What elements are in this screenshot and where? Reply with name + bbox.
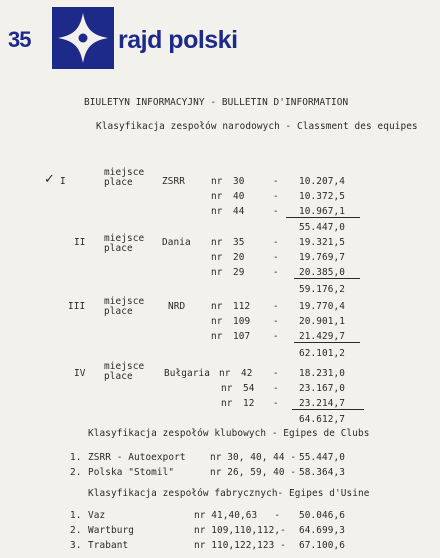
time: 19.321,5 xyxy=(299,237,345,248)
club-numbers: nr 30, 40, 44 - xyxy=(210,452,297,463)
factory-total: 50.046,6 xyxy=(299,510,345,521)
car-number: 112 xyxy=(233,301,251,312)
nr-label: nr xyxy=(211,331,223,342)
sum-underline xyxy=(294,342,360,343)
factory-total: 64.699,3 xyxy=(299,525,345,536)
factory-position: 3. xyxy=(70,540,82,551)
time: 23.167,0 xyxy=(299,383,345,394)
logo-number: 35 xyxy=(8,27,31,52)
rank: III xyxy=(68,301,86,312)
nr-label: nr xyxy=(221,398,233,409)
dash: - xyxy=(273,267,279,278)
nr-label: nr xyxy=(211,176,223,187)
club-name: ZSRR - Autoexport xyxy=(88,452,186,463)
factory-total: 67.100,6 xyxy=(299,540,345,551)
national-heading: Klasyfikacja zespołów narodowych - Classment des equipes xyxy=(96,121,418,132)
bulletin-title: BIULETYN INFORMACYJNY - BULLETIN D'INFORMATION xyxy=(84,97,349,108)
car-number: 109 xyxy=(233,316,251,327)
rank: II xyxy=(74,237,86,248)
nr-label: nr xyxy=(211,252,223,263)
time: 20.385,0 xyxy=(299,267,345,278)
dash: - xyxy=(273,301,279,312)
time: 18.231,0 xyxy=(299,368,345,379)
dash: - xyxy=(273,176,279,187)
clubs-heading: Klasyfikacja zespołów klubowych - Egipes de Clubs xyxy=(88,428,370,439)
miejsce-label: miejsce xyxy=(104,233,145,244)
nr-label: nr xyxy=(221,383,233,394)
factory-numbers: nr 110,122,123 - xyxy=(194,540,286,551)
logo-text: rajd polski xyxy=(118,26,238,54)
dash: - xyxy=(273,237,279,248)
factory-position: 1. xyxy=(70,510,82,521)
country: NRD xyxy=(168,301,186,312)
team-total: 59.176,2 xyxy=(299,284,345,295)
club-position: 2. xyxy=(70,467,82,478)
factory-name: Vaz xyxy=(88,510,106,521)
place-label: place xyxy=(104,243,133,254)
car-number: 54 xyxy=(243,383,255,394)
country: ZSRR xyxy=(162,176,185,187)
factory-numbers: nr 109,110,112,- xyxy=(194,525,286,536)
dash: - xyxy=(273,383,279,394)
dash: - xyxy=(273,252,279,263)
dash: - xyxy=(273,191,279,202)
nr-label: nr xyxy=(211,301,223,312)
sum-underline xyxy=(292,409,364,410)
time: 19.769,7 xyxy=(299,252,345,263)
time: 10.967,1 xyxy=(299,206,345,217)
dash: - xyxy=(273,331,279,342)
car-number: 12 xyxy=(243,398,255,409)
time: 23.214,7 xyxy=(299,398,345,409)
miejsce-label: miejsce xyxy=(104,361,145,372)
nr-label: nr xyxy=(211,191,223,202)
car-number: 107 xyxy=(233,331,251,342)
dash: - xyxy=(273,368,279,379)
factory-position: 2. xyxy=(70,525,82,536)
factory-name: Wartburg xyxy=(88,525,134,536)
place-label: place xyxy=(104,306,133,317)
club-position: 1. xyxy=(70,452,82,463)
dash: - xyxy=(273,206,279,217)
car-number: 35 xyxy=(233,237,245,248)
rally-logo-icon xyxy=(52,7,114,69)
club-name: Polska "Stomil" xyxy=(88,467,175,478)
time: 10.207,4 xyxy=(299,176,345,187)
sum-underline xyxy=(286,217,360,218)
country: Bułgaria xyxy=(164,368,210,379)
car-number: 20 xyxy=(233,252,245,263)
time: 20.901,1 xyxy=(299,316,345,327)
place-label: place xyxy=(104,371,133,382)
check-mark-icon: ✓ xyxy=(44,172,55,187)
rank: IV xyxy=(74,368,86,379)
nr-label: nr xyxy=(211,206,223,217)
time: 19.770,4 xyxy=(299,301,345,312)
team-total: 55.447,0 xyxy=(299,222,345,233)
place-label: place xyxy=(104,177,133,188)
time: 21.429,7 xyxy=(299,331,345,342)
car-number: 29 xyxy=(233,267,245,278)
factory-numbers: nr 41,40,63 - xyxy=(194,510,281,521)
factory-name: Trabant xyxy=(88,540,129,551)
nr-label: nr xyxy=(211,316,223,327)
team-total: 64.612,7 xyxy=(299,414,345,425)
club-total: 58.364,3 xyxy=(299,467,345,478)
sum-underline xyxy=(294,278,360,279)
dash: - xyxy=(273,316,279,327)
car-number: 30 xyxy=(233,176,245,187)
dash: - xyxy=(273,398,279,409)
car-number: 42 xyxy=(241,368,253,379)
miejsce-label: miejsce xyxy=(104,296,145,307)
miejsce-label: miejsce xyxy=(104,167,145,178)
nr-label: nr xyxy=(211,267,223,278)
car-number: 44 xyxy=(233,206,245,217)
car-number: 40 xyxy=(233,191,245,202)
rank: I xyxy=(60,176,66,187)
club-numbers: nr 26, 59, 40 - xyxy=(210,467,297,478)
factory-heading: Klasyfikacja zespołów fabrycznych- Egipes d'Usine xyxy=(88,488,370,499)
nr-label: nr xyxy=(211,237,223,248)
time: 10.372,5 xyxy=(299,191,345,202)
club-total: 55.447,0 xyxy=(299,452,345,463)
nr-label: nr xyxy=(219,368,231,379)
country: Dania xyxy=(162,237,191,248)
team-total: 62.101,2 xyxy=(299,348,345,359)
